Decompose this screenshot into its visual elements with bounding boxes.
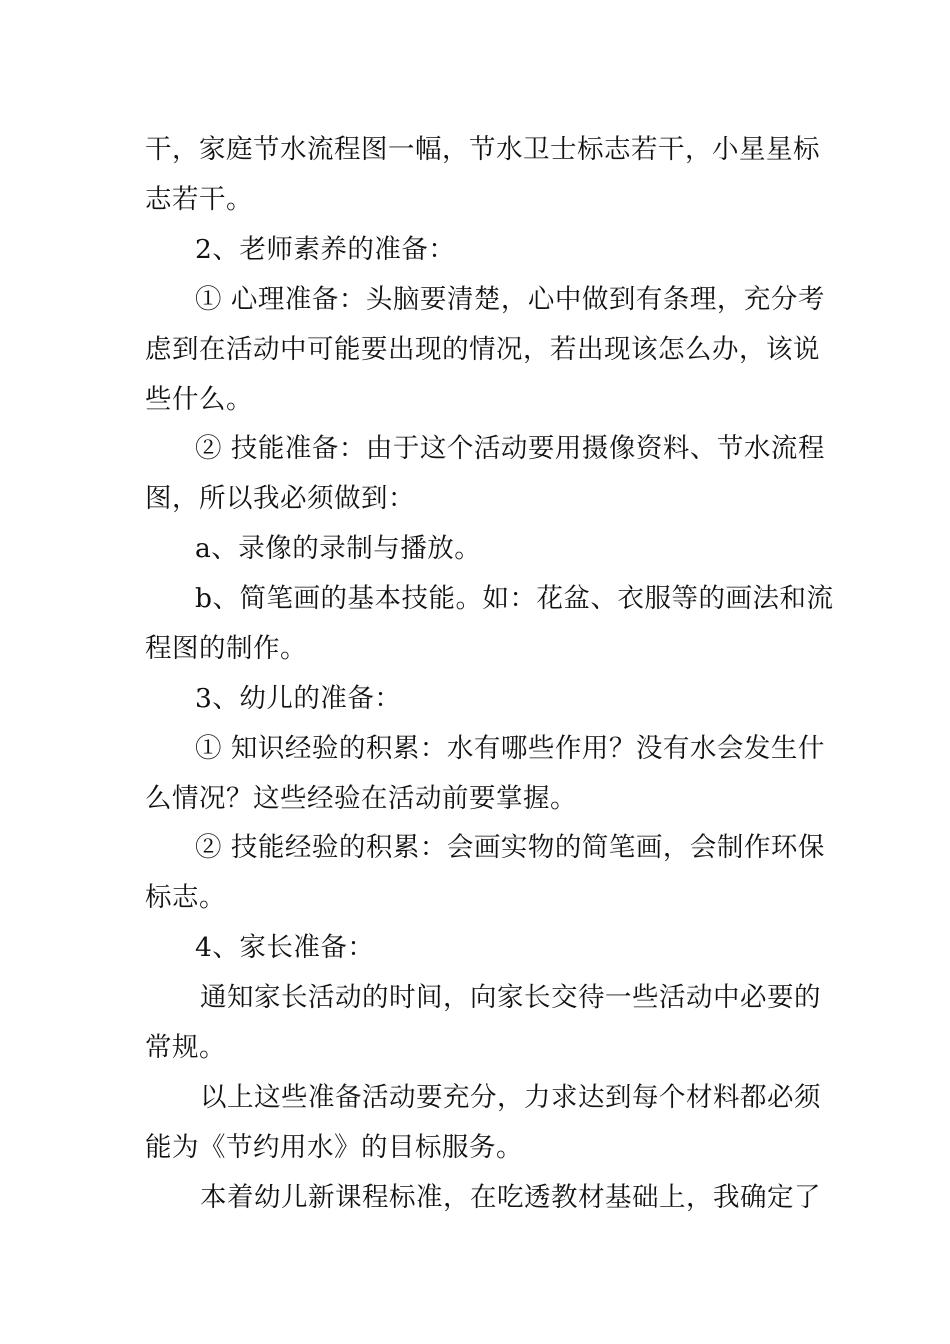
text-line: 志若干。	[145, 184, 253, 215]
section-heading: 4、家长准备：	[195, 932, 375, 963]
section-heading: 3、幼儿的准备：	[195, 683, 402, 714]
text-line: 本着幼儿新课程标准，在吃透教材基础上，我确定了	[200, 1182, 821, 1213]
text-line: 常规。	[145, 1032, 226, 1063]
text-line: 么情况？这些经验在活动前要掌握。	[145, 783, 577, 814]
text-line: 通知家长活动的时间，向家长交待一些活动中必要的	[200, 982, 821, 1013]
text-line: ② 技能经验的积累：会画实物的简笔画，会制作环保	[195, 832, 825, 863]
text-line: 虑到在活动中可能要出现的情况，若出现该怎么办，该说	[145, 334, 820, 365]
text-line: a、录像的录制与播放。	[195, 533, 482, 564]
text-line: 干，家庭节水流程图一幅，节水卫士标志若干，小星星标	[145, 134, 820, 165]
text-line: 程图的制作。	[145, 633, 307, 664]
text-line: 图，所以我必须做到：	[145, 483, 415, 514]
text-line: 能为《节约用水》的目标服务。	[145, 1132, 523, 1163]
text-line: ① 心理准备：头脑要清楚，心中做到有条理，充分考	[195, 284, 825, 315]
text-line: 标志。	[145, 882, 226, 913]
text-line: ② 技能准备：由于这个活动要用摄像资料、节水流程	[195, 433, 825, 464]
text-line: 以上这些准备活动要充分，力求达到每个材料都必须	[200, 1082, 821, 1113]
text-line: 些什么。	[145, 384, 253, 415]
text-line: b、简笔画的基本技能。如：花盆、衣服等的画法和流	[195, 583, 834, 614]
text-line: ① 知识经验的积累：水有哪些作用？没有水会发生什	[195, 733, 825, 764]
section-heading: 2、老师素养的准备：	[195, 234, 456, 265]
